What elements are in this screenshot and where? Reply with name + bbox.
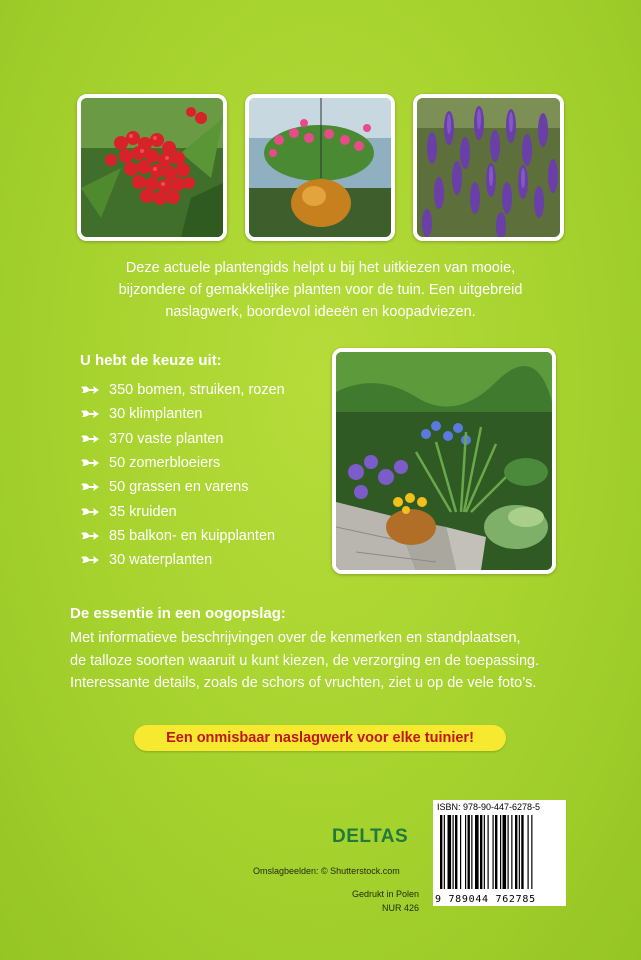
choice-item-label: 50 zomerbloeiers [109, 455, 221, 472]
barcode-bar [455, 815, 457, 889]
barcode-bar [444, 815, 445, 889]
isbn-text: ISBN: 978-90-447-6278-5 [437, 802, 541, 812]
choice-item-label: 350 bomen, struiken, rozen [109, 382, 285, 399]
choice-item [80, 499, 285, 523]
choice-item [80, 524, 285, 548]
barcode-bar [515, 815, 517, 889]
barcode-bar [460, 815, 461, 889]
intro-line: bijzondere of gemakkelijke planten voor de tuin. Een uitgebreid [118, 282, 523, 298]
nur-code: NUR 426 [381, 903, 419, 913]
choice-item [80, 475, 285, 499]
choice-item-label: 30 waterplanten [109, 552, 213, 569]
choices-heading: U hebt de keuze uit: [80, 352, 222, 369]
arrow-bullet-icon [80, 433, 100, 445]
barcode-bar [484, 815, 485, 889]
barcode [433, 800, 566, 906]
barcode-digits: 9 789044 762785 [435, 894, 536, 905]
barcode-bar [508, 815, 509, 889]
barcode-bar [495, 815, 497, 889]
arrow-bullet-icon [80, 457, 100, 469]
barcode-bar [468, 815, 470, 889]
choice-item-label: 30 klimplanten [109, 406, 203, 423]
photo-rowan-berries [77, 94, 227, 241]
arrow-bullet-icon [80, 506, 100, 518]
choice-item [80, 548, 285, 572]
photo-credit: Omslagbeelden: © Shutterstock.com [253, 866, 400, 876]
barcode-bar [475, 815, 479, 889]
printed-in: Gedrukt in Polen [351, 889, 419, 899]
barcode-bar [503, 815, 507, 889]
barcode-bar [488, 815, 489, 889]
essence-line: Interessante details, zoals de schors of vruchten, ziet u op de vele foto’s. [70, 675, 537, 691]
photo-garden-border [332, 348, 556, 574]
barcode-bars [440, 815, 559, 889]
choice-item [80, 378, 285, 402]
choices-list [80, 378, 285, 572]
publisher-logo: DELTAS [332, 826, 409, 847]
arrow-bullet-icon [80, 481, 100, 493]
barcode-bar [519, 815, 520, 889]
arrow-bullet-icon [80, 530, 100, 542]
arrow-bullet-icon [80, 408, 100, 420]
arrow-bullet-icon [80, 554, 100, 566]
barcode-bar [453, 815, 454, 889]
barcode-bar [511, 815, 512, 889]
intro-line: Deze actuele plantengids helpt u bij het uitkiezen van mooie, [125, 260, 516, 276]
barcode-bar [528, 815, 529, 889]
choice-item [80, 427, 285, 451]
choice-item-label: 50 grassen en varens [109, 479, 249, 496]
essence-line: Met informatieve beschrijvingen over de kenmerken en standplaatsen, [70, 630, 521, 646]
barcode-bar [448, 815, 452, 889]
barcode-bar [440, 815, 442, 889]
choice-item [80, 402, 285, 426]
essence-line: de talloze soorten waaruit u kunt kiezen, de verzorging en de toepassing. [70, 652, 540, 669]
intro-line: naslagwerk, boordevol ideeën en koopadviezen. [165, 304, 476, 320]
essence-heading: De essentie in een oogopslag: [70, 605, 286, 622]
essence-text [70, 627, 630, 695]
choice-item [80, 451, 285, 475]
barcode-bar [500, 815, 501, 889]
arrow-bullet-icon [80, 384, 100, 396]
barcode-bar [531, 815, 532, 889]
choice-item-label: 370 vaste planten [109, 430, 224, 447]
barcode-bar [493, 815, 494, 889]
photo-hanging-flower-pot [245, 94, 395, 241]
intro-text [60, 257, 581, 323]
barcode-bar [471, 815, 472, 889]
tagline-banner: Een onmisbaar naslagwerk voor elke tuinier! [134, 725, 506, 751]
choice-item-label: 85 balkon- en kuipplanten [109, 527, 276, 544]
barcode-bar [465, 815, 466, 889]
barcode-bar [521, 815, 523, 889]
photo-lavender [413, 94, 564, 241]
barcode-bar [480, 815, 482, 889]
choice-item-label: 35 kruiden [109, 503, 177, 520]
